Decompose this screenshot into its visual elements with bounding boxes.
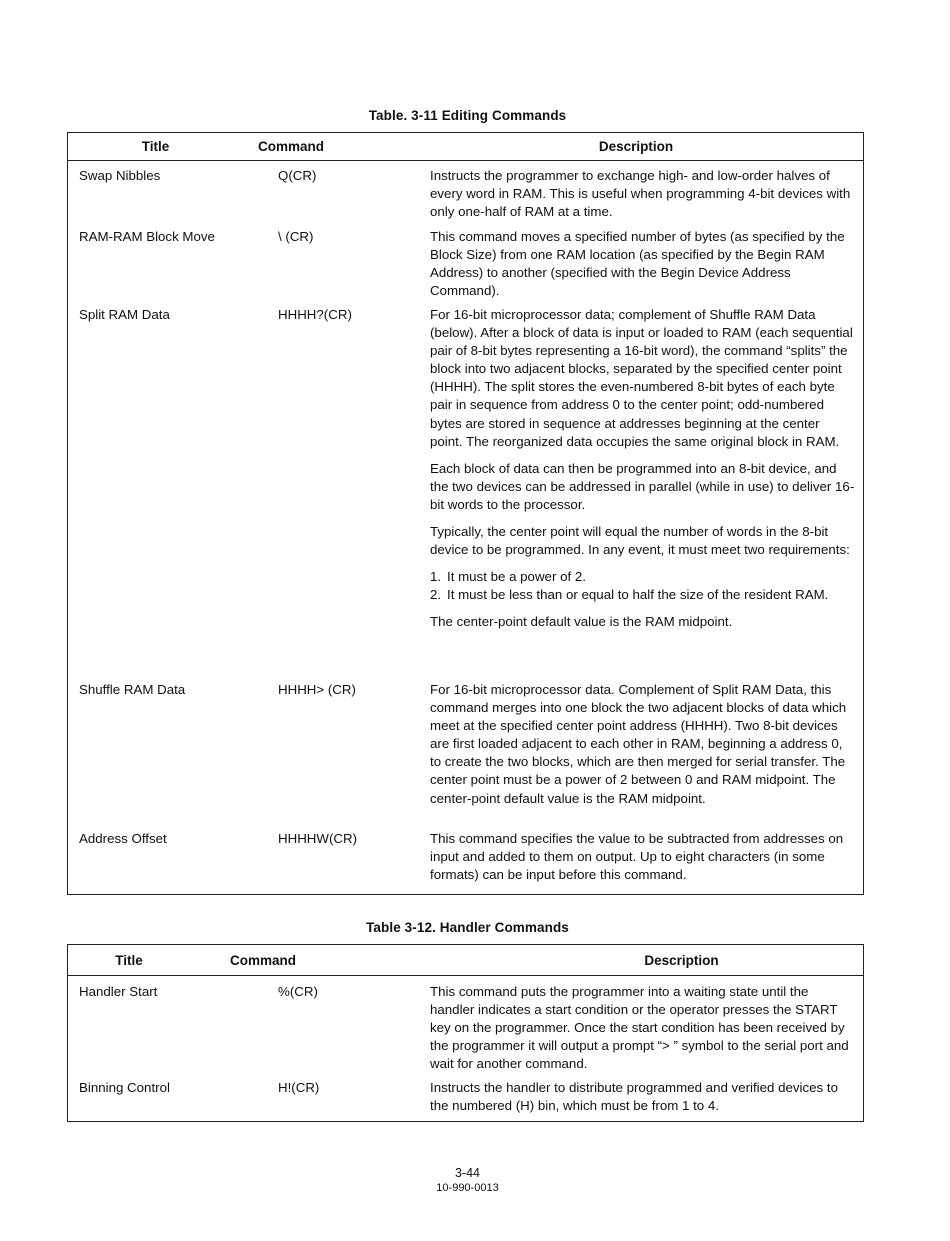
description-paragraph: The center-point default value is the RAM midpoint.: [430, 614, 733, 630]
description-paragraph: Typically, the center point will equal the number of words in the 8-bit device to be programmed. In any event, it must meet two requirements:: [430, 524, 850, 558]
row-command: H!(CR): [278, 1080, 320, 1095]
header-command: Command: [230, 952, 297, 968]
page-footer: [0, 1166, 935, 1196]
page-number: 3-44: [454, 1166, 481, 1180]
table-editing-commands: [67, 132, 864, 895]
row-command: HHHH?(CR): [278, 307, 352, 322]
table-row: [68, 167, 863, 221]
header-command: Command: [257, 139, 324, 154]
header-title: Title: [115, 952, 143, 968]
row-command: \ (CR): [278, 229, 314, 244]
list-item: [430, 568, 855, 586]
table-row: [68, 830, 863, 884]
requirements-list: [430, 568, 855, 604]
table-header: [68, 945, 863, 976]
row-title: Swap Nibbles: [79, 168, 161, 183]
row-title: RAM-RAM Block Move: [79, 229, 215, 244]
row-description: [430, 167, 863, 221]
row-title: Handler Start: [79, 984, 158, 999]
description-paragraph: For 16-bit microprocessor data. Complement of Split RAM Data, this command merges into one block the two adjacent blocks of data which meet at the specified center point address (HHHH). Two 8-bit devices are first loaded adjacent to each other in RAM, beginning a address 0, to create the two blocks, which are then merged for serial transfer. The center point must be a power of 2 between 0 and RAM midpoint. The center-point default value is the RAM midpoint.: [430, 682, 847, 806]
document-number: 10-990-0013: [436, 1182, 499, 1194]
list-text: It must be a power of 2.: [447, 569, 586, 585]
row-title: Split RAM Data: [79, 307, 170, 322]
list-number: 2.: [430, 587, 442, 603]
list-item: [430, 586, 855, 604]
row-title: Shuffle RAM Data: [79, 682, 186, 697]
row-command: Q(CR): [278, 168, 317, 183]
description-paragraph: This command moves a specified number of bytes (as specified by the Block Size) from one RAM location (as specified by the Begin RAM Address) to another (specified with the Begin Device Address Command).: [430, 229, 845, 299]
description-paragraph: Each block of data can then be programmed into an 8-bit device, and the two devices can be addressed in parallel (while in use) to deliver 16-bit words to the processor.: [430, 460, 855, 512]
row-description: [430, 830, 863, 884]
row-title: Binning Control: [79, 1080, 170, 1095]
row-description: [430, 306, 863, 632]
description-paragraph: Instructs the handler to distribute programmed and verified devices to the numbered (H) bin, which must be from 1 to 4.: [430, 1080, 838, 1114]
row-title: Address Offset: [79, 831, 167, 846]
row-description: [430, 1079, 863, 1115]
table-row: [68, 681, 863, 808]
row-command: HHHHW(CR): [278, 831, 358, 846]
table-row: [68, 1079, 863, 1115]
header-title: Title: [141, 139, 170, 154]
table-row: [68, 306, 863, 632]
list-text: It must be less than or equal to half the size of the resident RAM.: [447, 587, 829, 603]
table-row: [68, 228, 863, 300]
header-description: Description: [598, 139, 674, 154]
description-paragraph: For 16-bit microprocessor data; complement of Shuffle RAM Data (below). After a block of data is input or loaded to RAM (each sequential pair of 8-bit bytes representing a 16-bit word), the command “splits” the block into two adjacent blocks, separated by the specified center point (HHHH). The split stores the even-numbered 8-bit bytes of each byte pair in sequence from address 0 to the center point; odd-numbered bytes are stored in sequence at addresses beginning at the center point. The reorganized data occupies the same original block in RAM.: [430, 307, 853, 449]
table1-caption: Table. 3-11 Editing Commands: [368, 108, 567, 123]
header-description: Description: [644, 952, 719, 968]
table-header: [68, 133, 863, 161]
row-command: HHHH> (CR): [278, 682, 356, 697]
row-command: %(CR): [278, 984, 318, 999]
table-handler-commands: [67, 944, 864, 1122]
table-row: [68, 983, 863, 1073]
row-description: [430, 228, 863, 300]
table2-caption: Table 3-12. Handler Commands: [366, 920, 569, 935]
list-number: 1.: [430, 569, 442, 585]
description-paragraph: This command specifies the value to be subtracted from addresses on input and added to them on output. Up to eight characters (in some formats) can be input before this command.: [430, 831, 844, 883]
description-paragraph: This command puts the programmer into a waiting state until the handler indicates a start condition or the operator presses the START key on the programmer. Once the start condition has been received by the programmer it will output a prompt “> ” symbol to the serial port and wait for another command.: [430, 984, 849, 1072]
row-description: [430, 681, 863, 808]
description-paragraph: Instructs the programmer to exchange high- and low-order halves of every word in RAM. This is useful when programming 4-bit devices with only one-half of RAM at a time.: [430, 168, 851, 220]
row-description: [430, 983, 863, 1073]
